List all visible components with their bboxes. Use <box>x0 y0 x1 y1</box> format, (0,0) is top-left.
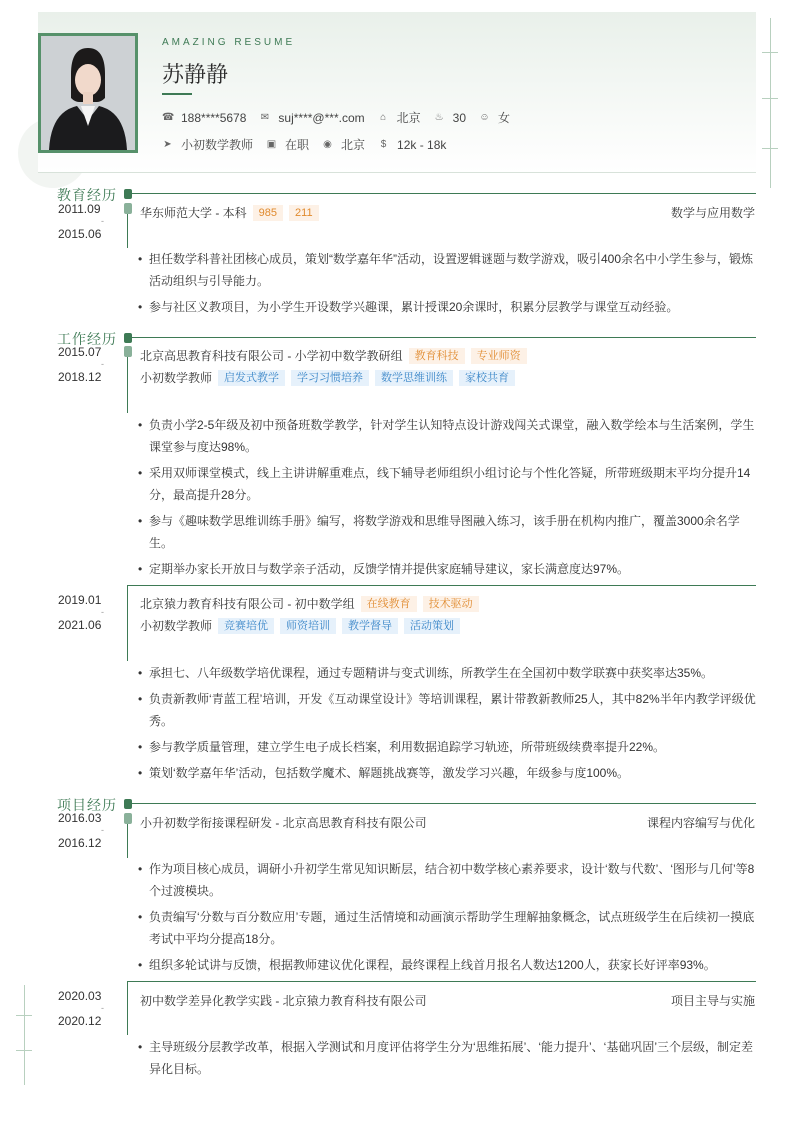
start-date: 2019.01 <box>58 593 102 607</box>
role-line <box>140 617 460 634</box>
start-date: 2020.03 <box>58 989 102 1003</box>
position-text: 小初数学教师 <box>181 138 254 152</box>
age-text: 30 <box>452 110 466 125</box>
section-title-education: 教育经历 <box>57 187 117 203</box>
tag: 专业师资 <box>471 348 527 364</box>
status-text: 在职 <box>285 138 310 152</box>
name-underline <box>162 93 192 95</box>
tag: 师资培训 <box>280 618 336 634</box>
school-name: 华东师范大学 - 本科 <box>140 206 247 220</box>
salary-text: 12k - 18k <box>397 137 447 152</box>
start-date: 2015.07 <box>58 345 102 359</box>
intent-city-text: 北京 <box>341 138 366 152</box>
tag: 学习习惯培养 <box>291 370 369 386</box>
date-separator: - <box>101 216 104 226</box>
email-text: suj****@***.com <box>278 110 365 125</box>
briefcase-icon: ▣ <box>266 138 277 150</box>
list-item: • 主导班级分层教学改革，根据入学测试和月度评估将学生分为‘思维拓展’、‘能力提升’、‘基础巩固’三个层级，制定差异化目标。 <box>138 1036 756 1080</box>
entry-timeline <box>127 214 128 248</box>
date-separator: - <box>101 607 104 617</box>
entry-rule <box>128 585 756 586</box>
header-divider <box>38 172 756 173</box>
list-item: • 负责新教师‘青蓝工程’培训，开发《互动课堂设计》等培训课程，累计带教新教师25人，其中82%半年内教学评级优秀。 <box>138 688 756 732</box>
entry-marker <box>124 813 132 824</box>
end-date: 2015.06 <box>58 227 102 241</box>
contact-email <box>259 111 364 125</box>
entry-dates <box>58 811 104 850</box>
section-marker <box>124 189 132 199</box>
phone-text: 188****5678 <box>181 110 247 125</box>
list-item: • 策划‘数学嘉年华’活动，包括数学魔术、解题挑战赛等，激发学习兴趣，年级参与度100%。 <box>138 762 756 784</box>
end-date: 2021.06 <box>58 618 102 632</box>
tag: 启发式教学 <box>218 370 285 386</box>
contact-row <box>162 109 523 126</box>
list-item: • 参与社区义教项目，为小学生开设数学兴趣课，累计授课20余课时，积累分层教学与课堂互动经验。 <box>138 296 756 318</box>
list-item: • 定期举办家长开放日与数学亲子活动，反馈学情并提供家庭辅导建议，家长满意度达97%。 <box>138 558 756 580</box>
candidate-name: 苏静静 <box>162 63 229 88</box>
phone-icon: ☎ <box>162 111 175 123</box>
end-date: 2016.12 <box>58 836 102 850</box>
entry-timeline <box>127 824 128 858</box>
intent-salary <box>378 138 446 152</box>
company-line <box>140 347 527 364</box>
start-date: 2016.03 <box>58 811 102 825</box>
date-separator: - <box>101 825 104 835</box>
tag: 在线教育 <box>361 596 417 612</box>
company-line <box>140 595 479 612</box>
project-bullets <box>138 858 756 980</box>
list-item: • 承担七、八年级数学培优课程，通过专题精讲与变式训练，所教学生在全国初中数学联赛中获奖率达35%。 <box>138 662 756 684</box>
section-rule <box>132 337 756 338</box>
contact-phone <box>162 111 246 125</box>
intent-status <box>266 136 309 153</box>
date-separator: - <box>101 359 104 369</box>
list-item: • 担任数学科普社团核心成员，策划“数学嘉年华”活动，设置逻辑谜题与数学游戏，吸引400余名中小学生参与，锻炼活动组织与引导能力。 <box>138 248 756 292</box>
decorative-line <box>770 18 771 188</box>
section-title-projects: 项目经历 <box>57 797 117 813</box>
list-item: • 作为项目核心成员，调研小升初学生常见知识断层，结合初中数学核心素养要求，设计‘数与代数’、‘图形与几何’等8个过渡模块。 <box>138 858 756 902</box>
contact-gender <box>479 109 510 126</box>
tag: 教学督导 <box>342 618 398 634</box>
decorative-tick <box>762 148 778 149</box>
job-intent-row <box>162 136 459 153</box>
entry-dates <box>58 202 104 241</box>
tag: 211 <box>289 205 319 221</box>
intent-city <box>322 136 365 153</box>
entry-dates <box>58 989 104 1028</box>
face-icon: ☺ <box>479 111 490 123</box>
end-date: 2020.12 <box>58 1014 102 1028</box>
section-rule <box>132 193 756 194</box>
list-item: • 负责编写‘分数与百分数应用’专题，通过生活情境和动画演示帮助学生理解抽象概念，试点班级学生在后续初一摸底考试中平均分提高18分。 <box>138 906 756 950</box>
entry-timeline <box>127 981 128 1035</box>
project-role: 课程内容编写与优化 <box>646 816 755 830</box>
tag: 教育科技 <box>409 348 465 364</box>
list-item: • 负责小学2-5年级及初中预备班数学教学，针对学生认知特点设计游戏闯关式课堂，融入数学绘本与生活案例，学生课堂参与度达98%。 <box>138 414 756 458</box>
tag: 活动策划 <box>404 618 460 634</box>
tag: 数学思维训练 <box>375 370 453 386</box>
entry-timeline <box>127 585 128 661</box>
decorative-tick <box>762 98 778 99</box>
company-name: 北京猿力教育科技有限公司 - 初中数学组 <box>140 597 355 611</box>
contact-age <box>434 111 466 125</box>
mail-icon: ✉ <box>260 111 270 123</box>
decorative-tick <box>16 1015 32 1016</box>
money-icon: $ <box>380 138 387 150</box>
school-line <box>140 204 319 221</box>
city-text: 北京 <box>396 111 421 125</box>
list-item: • 组织多轮试讲与反馈，根据教师建议优化课程，最终课程上线首月报名人数达1200人，获家长好评率93%。 <box>138 954 756 976</box>
entry-marker <box>124 346 132 357</box>
tag: 985 <box>253 205 283 221</box>
list-item: • 参与《趣味数学思维训练手册》编写，将数学游戏和思维导图融入练习，该手册在机构内推广，覆盖3000余名学生。 <box>138 510 756 554</box>
entry-rule <box>128 981 756 982</box>
project-title: 初中数学差异化教学实践 - 北京猿力教育科技有限公司 <box>140 994 427 1008</box>
resume-tagline: AMAZING RESUME <box>162 37 296 48</box>
section-rule <box>132 803 756 804</box>
date-separator: - <box>101 1003 104 1013</box>
entry-marker <box>124 203 132 214</box>
gender-text: 女 <box>498 111 511 125</box>
entry-timeline <box>127 357 128 413</box>
role-line <box>140 369 515 386</box>
project-bullets <box>138 1036 756 1084</box>
entry-dates <box>58 593 104 632</box>
contact-city <box>378 109 421 126</box>
intent-position <box>162 136 253 153</box>
home-icon: ⌂ <box>380 111 387 123</box>
send-icon: ➤ <box>163 138 172 150</box>
section-marker <box>124 799 132 809</box>
decorative-tick <box>16 1050 32 1051</box>
start-date: 2011.09 <box>58 202 101 216</box>
tag: 竞赛培优 <box>218 618 274 634</box>
decorative-line <box>24 985 25 1085</box>
section-marker <box>124 333 132 343</box>
list-item: • 参与教学质量管理，建立学生电子成长档案，利用数据追踪学习轨迹，所带班级续费率提升22%。 <box>138 736 756 758</box>
list-item: • 采用双师课堂模式，线上主讲讲解重难点，线下辅导老师组织小组讨论与个性化答疑，所带班级期末平均分提升14分，最高提升28分。 <box>138 462 756 506</box>
role-title: 小初数学教师 <box>140 619 213 633</box>
cake-icon: ♨ <box>434 111 444 123</box>
role-title: 小初数学教师 <box>140 371 213 385</box>
project-role: 项目主导与实施 <box>670 994 755 1008</box>
profile-photo <box>38 33 138 153</box>
decorative-tick <box>762 52 778 53</box>
education-bullets <box>138 248 756 322</box>
major: 数学与应用数学 <box>670 206 755 220</box>
work-bullets <box>138 662 756 788</box>
tag: 家校共育 <box>459 370 515 386</box>
work-bullets <box>138 414 756 584</box>
tag: 技术驱动 <box>423 596 479 612</box>
location-pin-icon: ◉ <box>323 138 332 150</box>
entry-dates <box>58 345 104 384</box>
project-title: 小升初数学衔接课程研发 - 北京高思教育科技有限公司 <box>140 816 427 830</box>
end-date: 2018.12 <box>58 370 102 384</box>
section-title-work: 工作经历 <box>57 331 117 347</box>
company-name: 北京高思教育科技有限公司 - 小学初中数学教研组 <box>140 349 403 363</box>
